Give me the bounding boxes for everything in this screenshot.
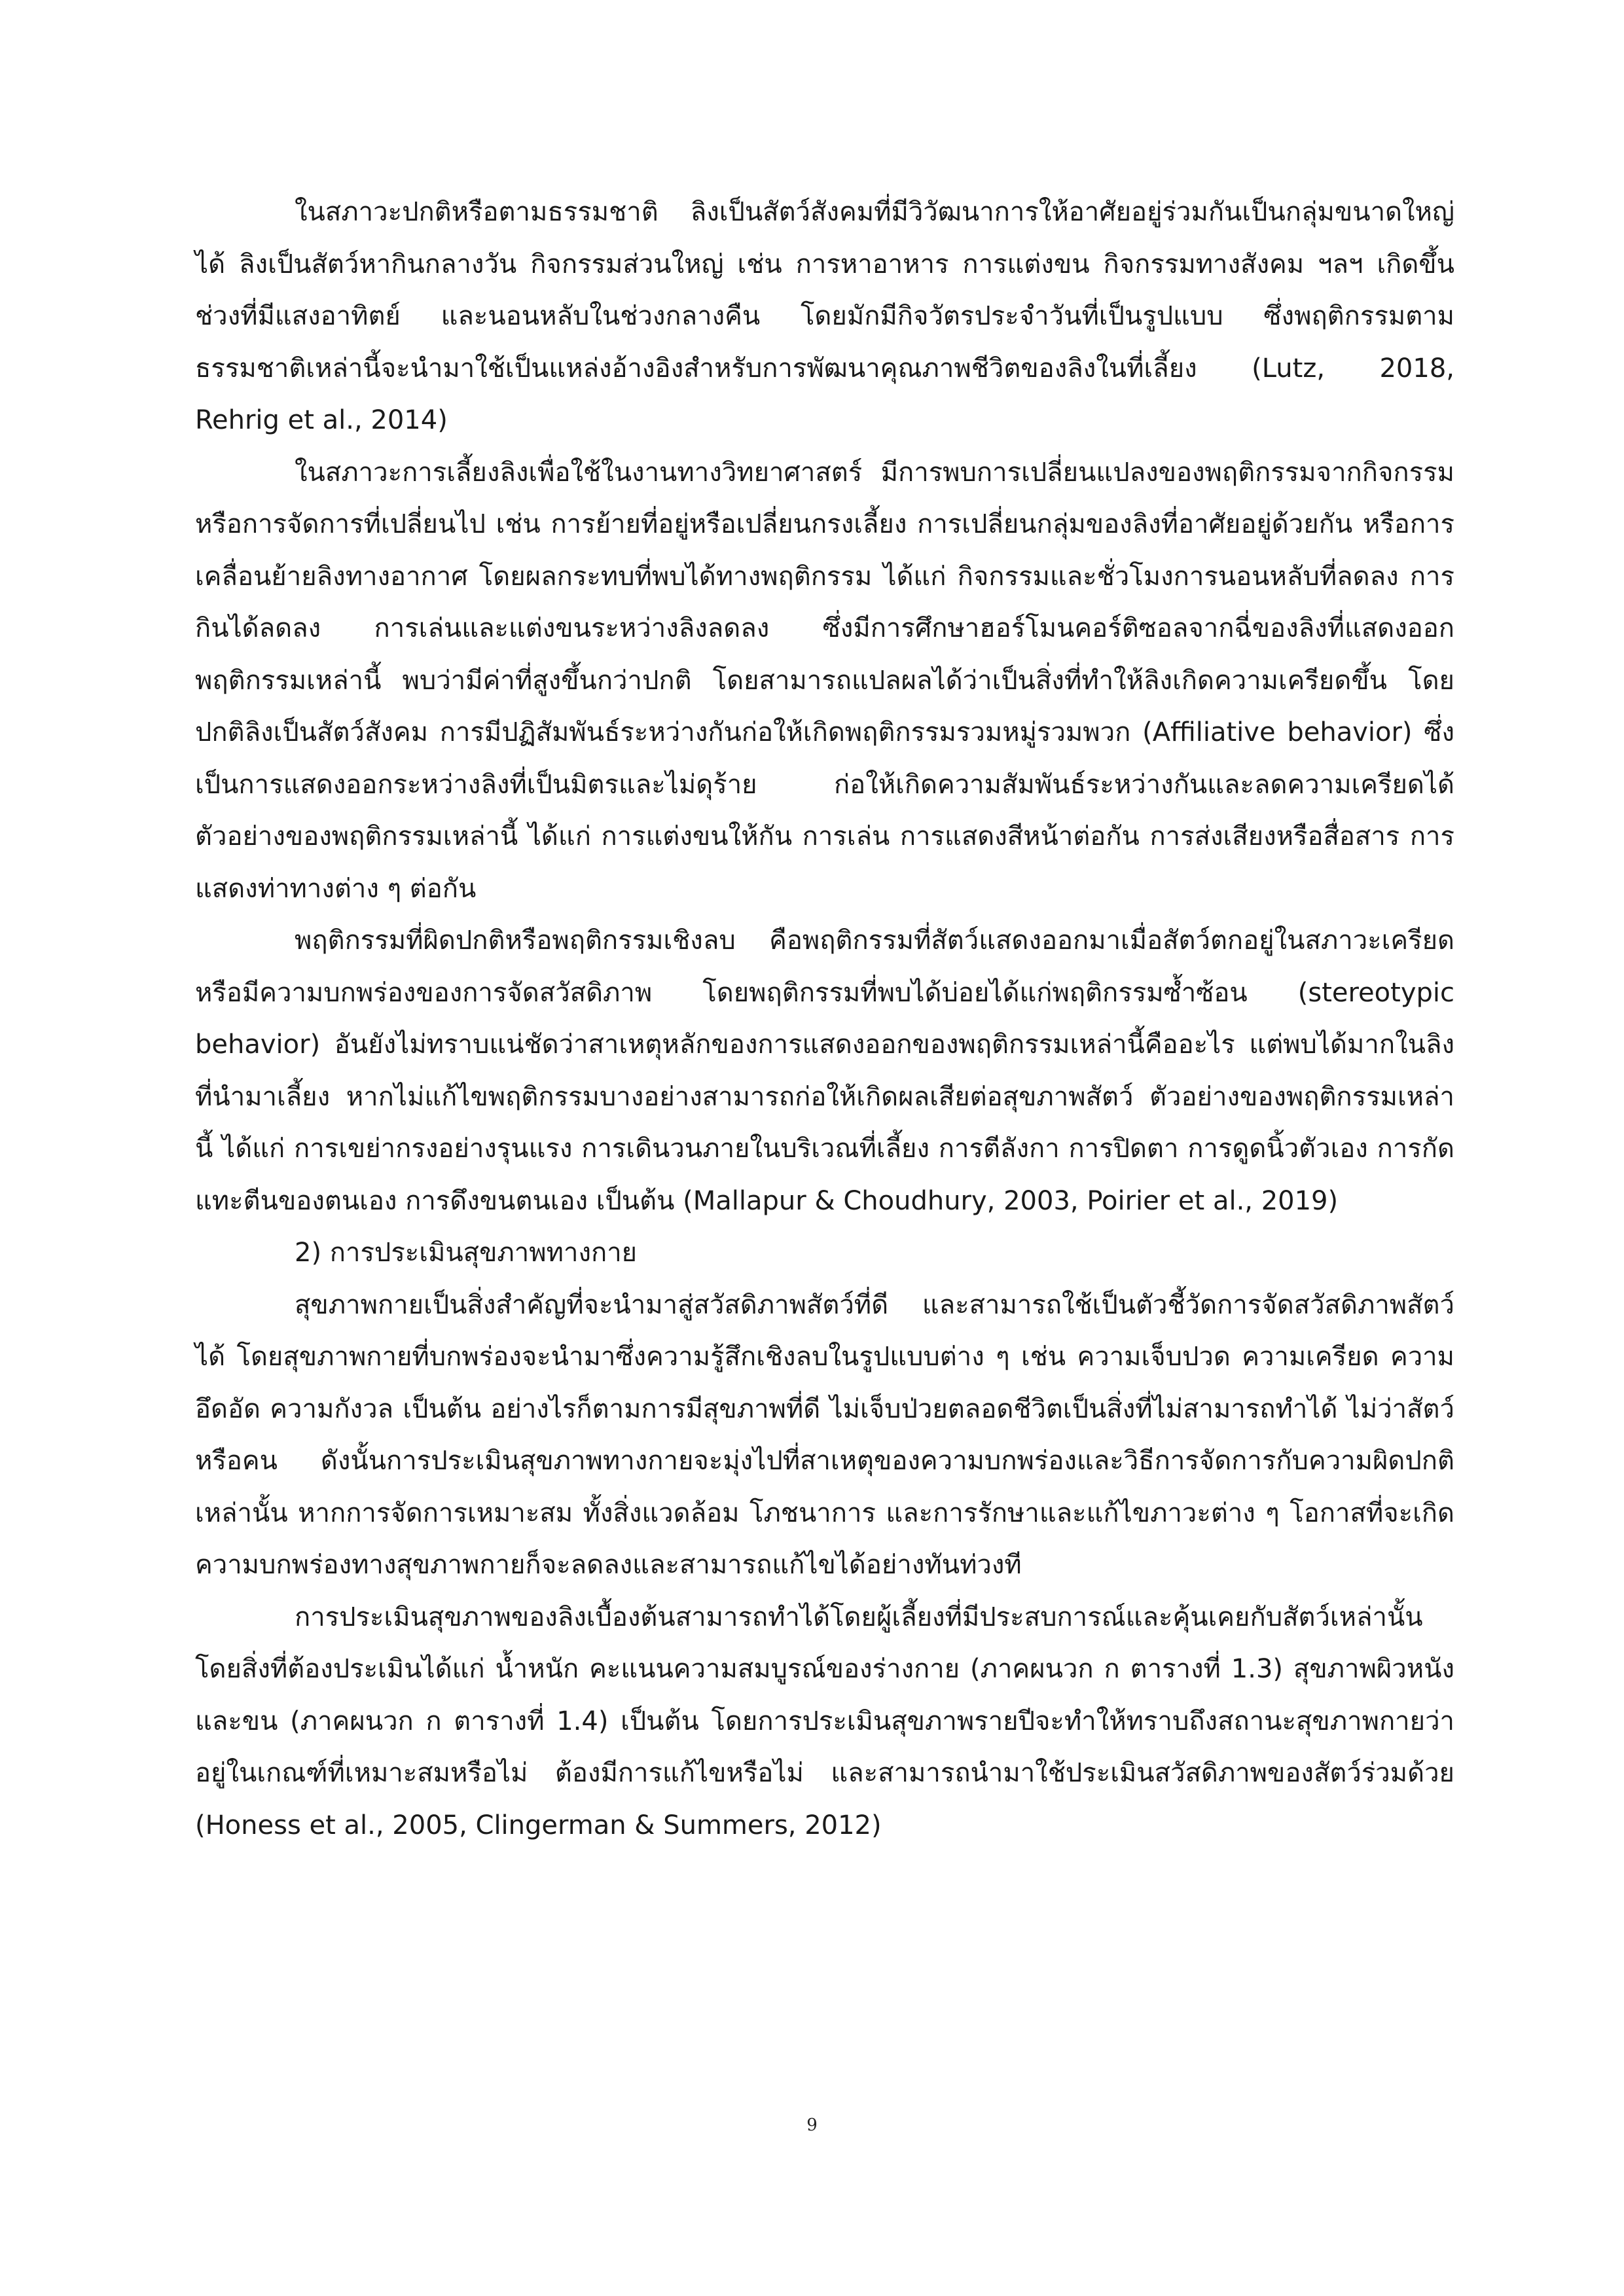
paragraph-physical-health: สุขภาพกายเป็นสิ่งสำคัญที่จะนำมาสู่สวัสดิภาพสัตว์ที่ดี และสามารถใช้เป็นตัวชี้วัดการจัดสวัสดิภาพสัตว์ได้ โดยสุขภาพกายที่บกพร่องจะนำมาซึ่งความรู้สึกเชิงลบในรูปแบบต่าง ๆ เช่น ความเจ็บปวด ความเครียด ความอึดอัด ความกังวล เป็นต้น อย่างไรก็ตามการมีสุขภาพที่ดี ไม่เจ็บป่วยตลอดชีวิตเป็นสิ่งที่ไม่สามารถทำได้ ไม่ว่าสัตว์หรือคน ดังนั้นการประเมินสุขภาพทางกายจะมุ่งไปที่สาเหตุของความบกพร่องและวิธีการจัดการกับความผิดปกติเหล่านั้น หากการจัดการเหมาะสม ทั้งสิ่งแวดล้อม โภชนาการ และการรักษาและแก้ไขภาวะต่าง ๆ โอกาสที่จะเกิดความบกพร่องทางสุขภาพกายก็จะลดลงและสามารถแก้ไขได้อย่างทันท่วงที [195, 1289, 1454, 1580]
section-heading-physical-health: 2) การประเมินสุขภาพทางกาย [295, 1238, 638, 1268]
paragraph-natural-behavior: ในสภาวะปกติหรือตามธรรมชาติ ลิงเป็นสัตว์สังคมที่มีวิวัฒนาการให้อาศัยอยู่ร่วมกันเป็นกลุ่มขนาดใหญ่ได้ ลิงเป็นสัตว์หากินกลางวัน กิจกรรมส่วนใหญ่ เช่น การหาอาหาร การแต่งขน กิจกรรมทางสังคม ฯลฯ เกิดขึ้นช่วงที่มีแสงอาทิตย์ และนอนหลับในช่วงกลางคืน โดยมักมีกิจวัตรประจำวันที่เป็นรูปแบบ ซึ่งพฤติกรรมตามธรรมชาติเหล่านี้จะนำมาใช้เป็นแหล่งอ้างอิงสำหรับการพัฒนาคุณภาพชีวิตของลิงในที่เลี้ยง (Lutz, 2018, Rehrig et al., 2014) [195, 197, 1454, 435]
paragraph-abnormal-behavior: พฤติกรรมที่ผิดปกติหรือพฤติกรรมเชิงลบ คือพฤติกรรมที่สัตว์แสดงออกมาเมื่อสัตว์ตกอยู่ในสภาวะเครียด หรือมีความบกพร่องของการจัดสวัสดิภาพ โดยพฤติกรรมที่พบได้บ่อยได้แก่พฤติกรรมซ้ำซ้อน (stereotypic behavior) อันยังไม่ทราบแน่ชัดว่าสาเหตุหลักของการแสดงออกของพฤติกรรมเหล่านี้คืออะไร แต่พบได้มากในลิงที่นำมาเลี้ยง หากไม่แก้ไขพฤติกรรมบางอย่างสามารถก่อให้เกิดผลเสียต่อสุขภาพสัตว์ ตัวอย่างของพฤติกรรมเหล่านี้ ได้แก่ การเขย่ากรงอย่างรุนแรง การเดินวนภายในบริเวณที่เลี้ยง การตีลังกา การปิดตา การดูดนิ้วตัวเอง การกัดแทะตีนของตนเอง การดึงขนตนเอง เป็นต้น (Mallapur & Choudhury, 2003, Poirier et al., 2019) [195, 925, 1454, 1216]
body-text [195, 187, 1454, 1852]
page-number: 9 [806, 2115, 818, 2135]
paragraph-captive-behavior: ในสภาวะการเลี้ยงลิงเพื่อใช้ในงานทางวิทยาศาสตร์ มีการพบการเปลี่ยนแปลงของพฤติกรรมจากกิจกรรมหรือการจัดการที่เปลี่ยนไป เช่น การย้ายที่อยู่หรือเปลี่ยนกรงเลี้ยง การเปลี่ยนกลุ่มของลิงที่อาศัยอยู่ด้วยกัน หรือการเคลื่อนย้ายลิงทางอากาศ โดยผลกระทบที่พบได้ทางพฤติกรรม ได้แก่ กิจกรรมและชั่วโมงการนอนหลับที่ลดลง การกินได้ลดลง การเล่นและแต่งขนระหว่างลิงลดลง ซึ่งมีการศึกษาฮอร์โมนคอร์ติซอลจากฉี่ของลิงที่แสดงออกพฤติกรรมเหล่านี้ พบว่ามีค่าที่สูงขึ้นกว่าปกติ โดยสามารถแปลผลได้ว่าเป็นสิ่งที่ทำให้ลิงเกิดความเครียดขึ้น โดยปกติลิงเป็นสัตว์สังคม การมีปฏิสัมพันธ์ระหว่างกันก่อให้เกิดพฤติกรรมรวมหมู่รวมพวก (Affiliative behavior) ซึ่งเป็นการแสดงออกระหว่างลิงที่เป็นมิตรและไม่ดุร้าย ก่อให้เกิดความสัมพันธ์ระหว่างกันและลดความเครียดได้ ตัวอย่างของพฤติกรรมเหล่านี้ ได้แก่ การแต่งขนให้กัน การเล่น การแสดงสีหน้าต่อกัน การส่งเสียงหรือสื่อสาร การแสดงท่าทางต่าง ๆ ต่อกัน [195, 457, 1455, 904]
paragraph-health-assessment: การประเมินสุขภาพของลิงเบื้องต้นสามารถทำได้โดยผู้เลี้ยงที่มีประสบการณ์และคุ้นเคยกับสัตว์เหล่านั้น โดยสิ่งที่ต้องประเมินได้แก่ น้ำหนัก คะแนนความสมบูรณ์ของร่างกาย (ภาคผนวก ก ตารางที่ 1.3) สุขภาพผิวหนังและขน (ภาคผนวก ก ตารางที่ 1.4) เป็นต้น โดยการประเมินสุขภาพรายปีจะทำให้ทราบถึงสถานะสุขภาพกายว่าอยู่ในเกณฑ์ที่เหมาะสมหรือไม่ ต้องมีการแก้ไขหรือไม่ และสามารถนำมาใช้ประเมินสวัสดิภาพของสัตว์ร่วมด้วย (Honess et al., 2005, Clingerman & Summers, 2012) [195, 1602, 1454, 1840]
